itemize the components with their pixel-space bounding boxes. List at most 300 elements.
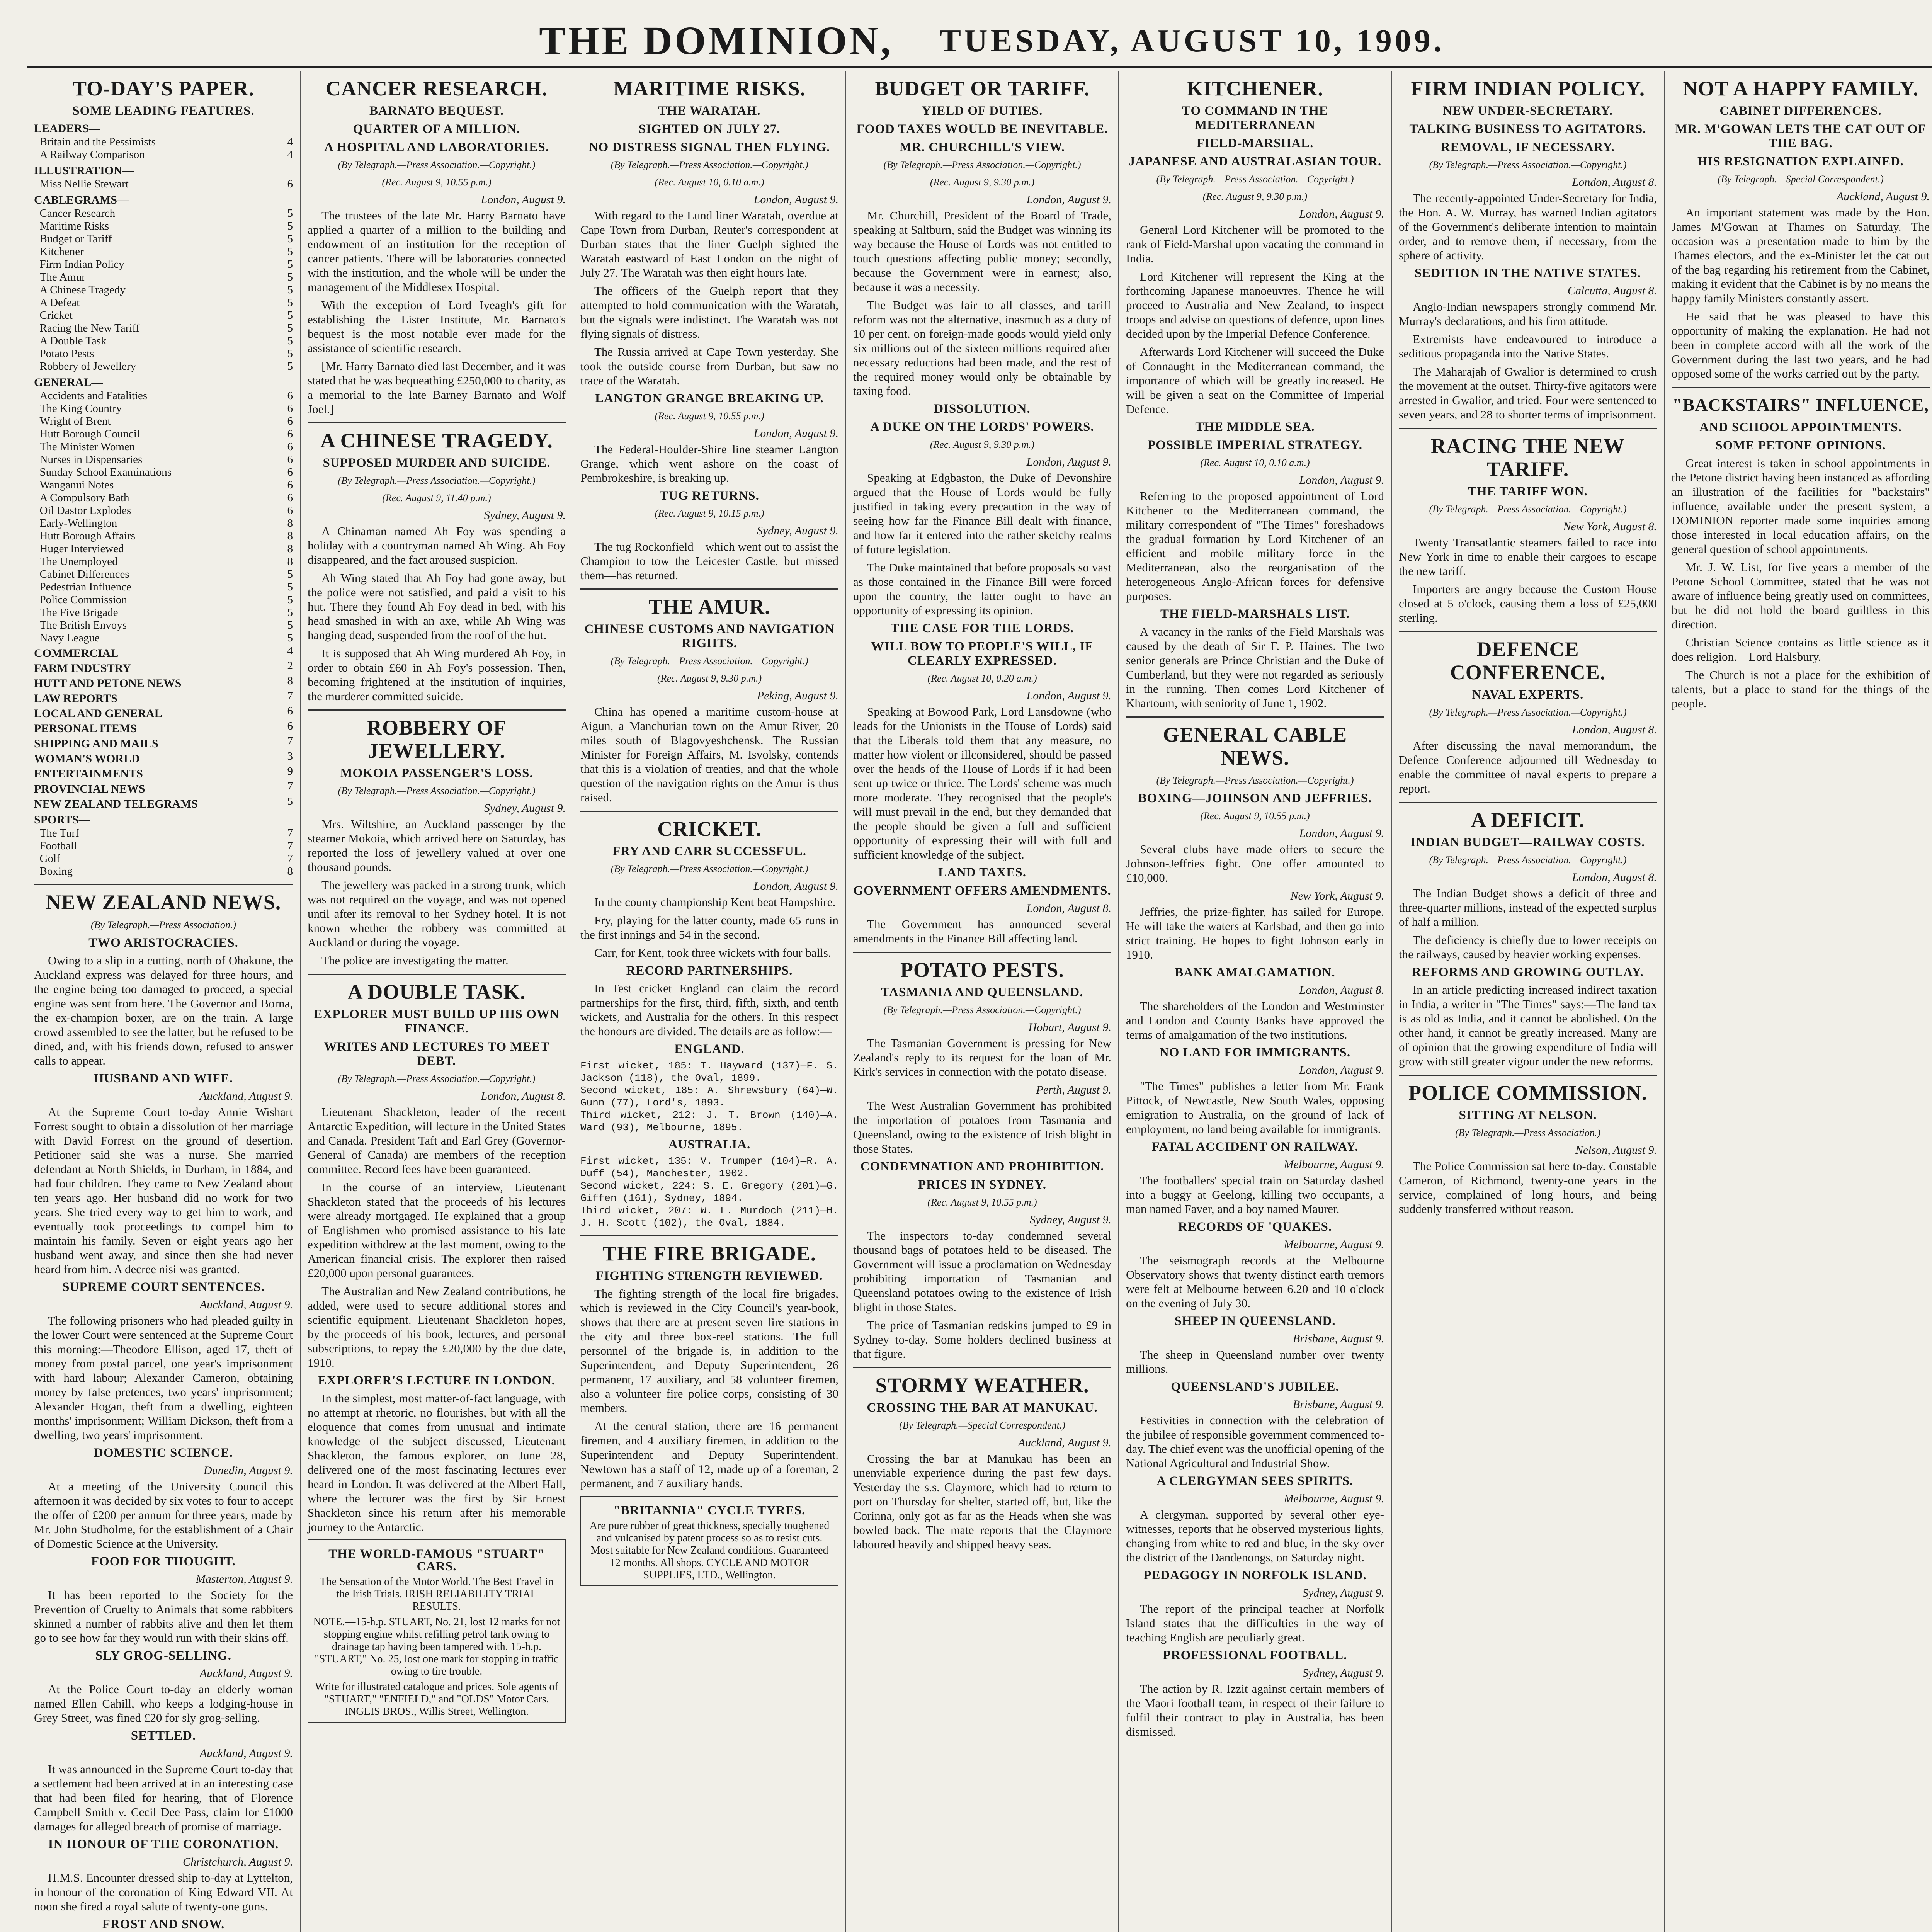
firm-sub-3: REMOVAL, IF NECESSARY. — [1440, 140, 1615, 154]
maritime-sub: THE WARATAH. — [658, 104, 761, 118]
double-sub: EXPLORER MUST BUILD UP HIS OWN FINANCE. — [314, 1007, 560, 1036]
nz-sub-5: FOOD FOR THOUGHT. — [91, 1554, 236, 1568]
columns — [27, 71, 1932, 1932]
cancer-p3: [Mr. Harry Barnato died last December, and it was stated that he was bequeathing £250,000 to charity, as a memorial to the late Barney Barnato and Wolf Joel.] — [308, 359, 566, 416]
potato-sub-2: CONDEMNATION AND PROHIBITION. — [860, 1160, 1104, 1173]
cancer-sub-2: QUARTER OF A MILLION. — [353, 122, 520, 136]
cancer-p2: With the exception of Lord Iveagh's gift for establishing the Lister Institute, Mr. Barnato's bequest is the most notable ever made for the assistance of scientific research. — [308, 298, 566, 355]
cricket-heading: CRICKET. — [657, 817, 762, 840]
toc-item: SHIPPING AND MAILS 7 — [34, 735, 293, 750]
kitchener-heading: KITCHENER. — [1187, 77, 1323, 100]
cancer-heading: CANCER RESEARCH. — [325, 77, 548, 100]
deficit-sub: INDIAN BUDGET—RAILWAY COSTS. — [1410, 835, 1645, 849]
kitchener-rec: (Rec. August 9, 9.30 p.m.) — [1202, 191, 1308, 202]
toc-item: Britain and the Pessimists 4 — [34, 136, 293, 148]
firm-p4: The Maharajah of Gwalior is determined to crush the movement at the outset. Thirty-five agitators were arrested in Gwalior, and tried. Four were sentenced to seven years, and 28 to shorter terms of imprisonment. — [1399, 365, 1657, 421]
toc-item: Accidents and Fatalities 6 — [34, 389, 293, 402]
racing-credit: (By Telegraph.—Press Association.—Copyright.) — [1429, 503, 1627, 515]
toc-item: Golf 7 — [34, 852, 293, 865]
double-p4: In the simplest, most matter-of-fact language, with no attempt at rhetoric, no flourishes, but with all the eloquence that comes from unusual and intimate knowledge of the subject discussed, Lieutenant Shackleton, the famous explorer, on June 28, delivered one of the most fascinating lectures ever heard in London. It was delivered at the Albert Hall, where the lecturer was the first by Sir Ernest Shackleton since his return after his memorable journey to the Antarctic. — [308, 1391, 566, 1534]
toc-item: Cancer Research 5 — [34, 207, 293, 219]
maritime-p1: With regard to the Lund liner Waratah, overdue at Cape Town from Durban, Reuter's correspondent at Durban states that the liner Guelph sighted the Waratah eastward of East London on the night of July 27. The Waratah was then eight hours late. — [580, 209, 838, 279]
potato-dateline-2: Perth, August 9. — [1036, 1083, 1111, 1096]
nz-news-heading: NEW ZEALAND NEWS. — [46, 891, 281, 914]
amur-credit: (By Telegraph.—Press Association.—Copyright.) — [611, 655, 808, 667]
cricket-p4: In Test cricket England can claim the record partnerships for the first, third, fifth, sixth, and tenth wickets, and Australia for the others. In this respect the honours are divided. The details are as follow:— — [580, 981, 838, 1038]
nz-sub-9: FROST AND SNOW. — [102, 1917, 225, 1931]
toc-section: GENERAL— — [34, 376, 103, 389]
cricket-p2: Fry, playing for the latter county, made 65 runs in the first innings and 54 in the second. — [580, 913, 838, 941]
toc-item: Sunday School Examinations 6 — [34, 466, 293, 478]
cricket-dateline: London, August 9. — [753, 880, 838, 893]
firm-heading: FIRM INDIAN POLICY. — [1410, 77, 1645, 100]
nz-p3: The following prisoners who had pleaded guilty in the lower Court were sentenced at the Supreme Court this morning:—Theodore Ellison, aged 17, theft of money from postal parcel, one year's imprisonment with hard labour; Alexander Cameron, obtaining money by false pretences, two years' imprisonment; Alexander Hogan, theft from a dwelling, eighteen months' imprisonment; William Dickson, theft from a dwelling, two years' imprisonment. — [34, 1314, 293, 1442]
robbery-credit: (By Telegraph.—Press Association.—Copyright.) — [338, 785, 536, 796]
budget-sub-9: GOVERNMENT OFFERS AMENDMENTS. — [853, 884, 1111, 898]
stormy-credit: (By Telegraph.—Special Correspondent.) — [899, 1420, 1065, 1431]
maritime-p5: The tug Rockonfield—which went out to assist the Champion to tow the Leicester Castle, but missed them—has returned. — [580, 540, 838, 582]
toc-item: Boxing 8 — [34, 865, 293, 878]
potato-sub-3: PRICES IN SYDNEY. — [918, 1178, 1047, 1192]
cable-sub-1: BOXING—JOHNSON AND JEFFRIES. — [1138, 791, 1372, 805]
defence-credit: (By Telegraph.—Press Association.—Copyright.) — [1429, 707, 1627, 718]
maritime-sub-3: NO DISTRESS SIGNAL THEN FLYING. — [588, 140, 830, 154]
nz-dateline-4: Dunedin, August 9. — [203, 1464, 293, 1477]
potato-p3: The inspectors to-day condemned several thousand bags of potatoes held to be diseased. The Government will issue a proclamation on Wednesday prohibiting importation of Tasmanian and Queensland potatoes owing to the existence of Irish blight in those States. — [853, 1229, 1111, 1314]
budget-dateline: London, August 9. — [1026, 193, 1111, 206]
cable-sub-4: FATAL ACCIDENT ON RAILWAY. — [1151, 1140, 1359, 1154]
budget-p1: Mr. Churchill, President of the Board of Trade, speaking at Saltburn, said the Budget was winning its way because the House of Lords was not entitled to touch questions affecting public money; secondly, because the Government were in earnest; also, because it was a necessity. — [853, 209, 1111, 294]
column-1 — [27, 71, 300, 1932]
chinese-dateline: Sydney, August 9. — [484, 509, 566, 522]
backstairs-p4: The Church is not a place for the exhibition of talents, but a place to stand for the things of the people. — [1672, 668, 1930, 710]
potato-p1: The Tasmanian Government is pressing for New Zealand's reply to its request for the loan of Mr. Kirk's services in connection with the potato disease. — [853, 1036, 1111, 1078]
toc-item: NEW ZEALAND TELEGRAMS 5 — [34, 795, 293, 810]
toc-item: The Turf 7 — [34, 827, 293, 839]
stuart-ad-heading: THE WORLD-FAMOUS "STUART" CARS. — [328, 1547, 545, 1573]
budget-sub-4: DISSOLUTION. — [934, 402, 1031, 416]
firm-dateline-2: Calcutta, August 8. — [1567, 284, 1657, 297]
cricket-sub-4: AUSTRALIA. — [668, 1138, 751, 1151]
firm-p1: The recently-appointed Under-Secretary for India, the Hon. A. W. Murray, has warned Indian agitators of the Government's deliberate intention to maintain order, and to remove them, if necessary, from the sphere of activity. — [1399, 191, 1657, 262]
double-heading: A DOUBLE TASK. — [347, 980, 526, 1003]
firm-dateline: London, August 8. — [1572, 176, 1657, 189]
nz-p5: It has been reported to the Society for the Prevention of Cruelty to Animals that some rabbiters skinned a number of rabbits alive and then let them go to see how far they would run with their skins off. — [34, 1588, 293, 1645]
deficit-p1: The Indian Budget shows a deficit of three and three-quarter millions, instead of the expected surplus of half a million. — [1399, 886, 1657, 929]
happy-sub: CABINET DIFFERENCES. — [1719, 104, 1882, 118]
kitchener-rec-2: (Rec. August 10, 0.10 a.m.) — [1200, 457, 1310, 468]
firm-p3: Extremists have endeavoured to introduce a seditious propaganda into the Native States. — [1399, 332, 1657, 360]
toc-item: Oil Dastor Explodes 6 — [34, 504, 293, 517]
toc-item: WOMAN'S WORLD 3 — [34, 750, 293, 765]
toc-item: Maritime Risks 5 — [34, 220, 293, 232]
nz-dateline-5: Masterton, August 9. — [196, 1573, 293, 1585]
amur-heading: THE AMUR. — [648, 595, 770, 618]
budget-sub-8: LAND TAXES. — [938, 866, 1026, 879]
chinese-p3: It is supposed that Ah Wing murdered Ah Foy, in order to obtain £60 in Ah Foy's possession. Then, becoming frightened at the institution of inquiries, the murderer committed suicide. — [308, 646, 566, 703]
cable-dateline-3: London, August 9. — [1299, 1064, 1384, 1077]
budget-sub-3: MR. CHURCHILL'S VIEW. — [899, 140, 1065, 154]
nz-dateline-2: Auckland, August 9. — [199, 1090, 293, 1102]
deficit-dateline: London, August 8. — [1572, 871, 1657, 884]
budget-p4: The Duke maintained that before proposals so vast as those contained in the Finance Bill were forced upon the country, the latter ought to have an opportunity of expressing its opinion. — [853, 561, 1111, 617]
cricket-p1: In the county championship Kent beat Hampshire. — [594, 895, 836, 909]
police-credit: (By Telegraph.—Press Association.) — [1455, 1127, 1601, 1138]
stormy-dateline: Auckland, August 9. — [1018, 1436, 1111, 1449]
cable-p9: The report of the principal teacher at Norfolk Island states that the difficulties in the way of teaching English are peculiarly great. — [1126, 1602, 1384, 1644]
maritime-rec-2: (Rec. August 9, 10.55 p.m.) — [655, 410, 764, 422]
police-sub: SITTING AT NELSON. — [1459, 1108, 1597, 1122]
kitchener-credit: (By Telegraph.—Press Association.—Copyright.) — [1156, 173, 1354, 185]
cable-p5: The seismograph records at the Melbourne Observatory shows that twenty distinct earth tremors were felt at Melbourne between 6.20 and 10 o'clock on the evening of July 30. — [1126, 1253, 1384, 1310]
toc-item: The King Country 6 — [34, 402, 293, 415]
toc-section: CABLEGRAMS— — [34, 194, 129, 206]
stormy-heading: STORMY WEATHER. — [875, 1374, 1089, 1397]
cricket-credit: (By Telegraph.—Press Association.—Copyright.) — [611, 863, 808, 874]
double-p1: Lieutenant Shackleton, leader of the recent Antarctic Expedition, will lecture in the United States and Canada. President Taft and Earl Grey (Governor-General of Canada) are members of the reception committee. Record fees have been guaranteed. — [308, 1105, 566, 1176]
maritime-rec: (Rec. August 10, 0.10 a.m.) — [655, 177, 764, 188]
toc-item: Robbery of Jewellery 5 — [34, 360, 293, 372]
cable-p8: A clergyman, supported by several other eye-witnesses, reports that he observed mysterious lights, changing from white to red and blue, in the sky over the district of the Dandenongs, on Saturday night. — [1126, 1508, 1384, 1564]
cable-dateline-8: Melbourne, August 9. — [1284, 1492, 1384, 1505]
cancer-credit: (By Telegraph.—Press Association.—Copyright.) — [338, 159, 536, 170]
cricket-sub: FRY AND CARR SUCCESSFUL. — [612, 844, 806, 858]
cricket-score-england: First wicket, 185: T. Hayward (137)—F. S. Jackson (118), the Oval, 1899. Second wicket, 185: A. Shrewsbury (64)—W. Gunn (77), Lord's, 1893. Third wicket, 212: J. T. Brown (140)—A. Ward (93), Melbourne, 1895. — [580, 1060, 838, 1133]
double-sub-3: EXPLORER'S LECTURE IN LONDON. — [318, 1374, 555, 1388]
firm-sub: NEW UNDER-SECRETARY. — [1443, 104, 1613, 118]
masthead-date: TUESDAY, AUGUST 10, 1909. — [939, 22, 1445, 59]
robbery-dateline: Sydney, August 9. — [484, 802, 566, 815]
cable-p6: The sheep in Queensland number over twenty millions. — [1126, 1348, 1384, 1376]
happy-p1: An important statement was made by the Hon. James M'Gowan at Thames on Saturday. The occasion was a presentation made to him by the Thames electors, and the ex-Minister let the cat out of the bag regarding his retirement from the Cabinet, making it evident that the Cabinet is by no means the happy family Ministers constantly assert. — [1672, 206, 1930, 305]
backstairs-heading: "BACKSTAIRS" INFLUENCE, — [1672, 395, 1929, 415]
toc-section: ILLUSTRATION— — [34, 164, 134, 177]
nz-dateline-6: Auckland, August 9. — [199, 1667, 293, 1680]
nz-p6: At the Police Court to-day an elderly woman named Ellen Cahill, who keeps a lodging-house in Grey Street, was fined £20 for sly grog-selling. — [34, 1682, 293, 1725]
toc-item: Early-Wellington 8 — [34, 517, 293, 529]
happy-sub-2: MR. M'GOWAN LETS THE CAT OUT OF THE BAG. — [1675, 122, 1926, 150]
maritime-dateline: London, August 9. — [753, 193, 838, 206]
budget-p2: The Budget was fair to all classes, and tariff reform was not the alternative, inasmuch as a duty of 10 per cent. on foreign-made goods would yield only six millions out of the sixteen millions required after necessary reductions had been made, and the rest of the required money would only be obtainable by taxing food. — [853, 298, 1111, 398]
toc-item: COMMERCIAL 4 — [34, 645, 293, 660]
racing-p1: Twenty Transatlantic steamers failed to race into New York in time to enable their cargoes to escape the new tariff. — [1399, 536, 1657, 578]
cable-sub-2: BANK AMALGAMATION. — [1175, 966, 1335, 980]
racing-heading: RACING THE NEW TARIFF. — [1430, 434, 1625, 481]
nz-sub-1: TWO ARISTOCRACIES. — [88, 936, 238, 950]
toc-item: Cabinet Differences 5 — [34, 568, 293, 580]
budget-p6: The Government has announced several amendments in the Finance Bill affecting land. — [853, 917, 1111, 945]
cable-p1: Several clubs have made offers to secure the Johnson-Jeffries fight. One offer amounted to £10,000. — [1126, 842, 1384, 884]
toc-item: Hutt Borough Affairs 8 — [34, 530, 293, 542]
budget-sub-5: A DUKE ON THE LORDS' POWERS. — [870, 420, 1094, 434]
nz-sub-2: HUSBAND AND WIFE. — [94, 1071, 233, 1085]
toc-item: Huger Interviewed 8 — [34, 543, 293, 555]
cable-sub-5: RECORDS OF 'QUAKES. — [1178, 1220, 1332, 1234]
toc-item: A Compulsory Bath 6 — [34, 492, 293, 504]
chinese-rec: (Rec. August 9, 11.40 p.m.) — [382, 492, 491, 503]
chinese-p1: A Chinaman named Ah Foy was spending a holiday with a countryman named Ah Wing. Ah Foy disappeared, and the fact aroused suspicion. — [308, 524, 566, 566]
column-4 — [845, 71, 1118, 1932]
cricket-score-australia: First wicket, 135: V. Trumper (104)—R. A. Duff (54), Manchester, 1902. Second wicket, 224: S. E. Gregory (201)—G. Giffen (161), Sydney, 1894. Third wicket, 207: W. L. Murdoch (211)—H. J. H. Scott (102), the Oval, 1884. — [580, 1155, 838, 1229]
column-2 — [300, 71, 573, 1932]
double-sub-2: WRITES AND LECTURES TO MEET DEBT. — [324, 1040, 549, 1068]
table-of-contents — [34, 121, 293, 878]
todays-paper-sub: SOME LEADING FEATURES. — [72, 104, 255, 118]
toc-item: PROVINCIAL NEWS 7 — [34, 780, 293, 795]
amur-sub: CHINESE CUSTOMS AND NAVIGATION RIGHTS. — [584, 622, 835, 650]
happy-p2: He said that he was pleased to have this opportunity of making the explanation. He had not been in complete accord with all the work of the Government during the last two years, and he had opposed some of the works carried out by the party. — [1672, 310, 1930, 380]
fire-p2: At the central station, there are 16 permanent firemen, and 4 auxiliary firemen, in addition to the Superintendent and Deputy Superintendent. Newtown has a staff of 12, made up of a foreman, 2 permanent, and 7 auxiliary hands. — [580, 1419, 838, 1490]
cancer-rec: (Rec. August 9, 10.55 p.m.) — [382, 177, 492, 188]
chinese-credit: (By Telegraph.—Press Association.—Copyright.) — [338, 475, 536, 486]
cricket-p3: Carr, for Kent, took three wickets with four balls. — [594, 946, 831, 959]
stormy-sub: CROSSING THE BAR AT MANUKAU. — [867, 1401, 1098, 1415]
maritime-rec-3: (Rec. August 9, 10.15 p.m.) — [655, 508, 764, 519]
chinese-p2: Ah Wing stated that Ah Foy had gone away, but the police were not satisfied, and paid a visit to his hut. There they found Ah Foy dead in bed, with his head smashed in with an axe, while Ah Wing was hanging dead, suspended from the roof of the hut. — [308, 571, 566, 642]
cable-p10: The action by R. Izzit against certain members of the Maori football team, in respect of their failure to fulfil their contract to play in Australia, has been dismissed. — [1126, 1682, 1384, 1738]
budget-rec: (Rec. August 9, 9.30 p.m.) — [930, 177, 1035, 188]
robbery-heading: ROBBERY OF JEWELLERY. — [367, 716, 507, 762]
column-7 — [1664, 71, 1932, 1932]
kitchener-p2: Lord Kitchener will represent the King at the forthcoming Japanese manoeuvres. Thence he will proceed to Australia and New Zealand, to inspect troops and advise on questions of defence, upon lines decided upon by the Imperial Defence Conference. — [1126, 270, 1384, 340]
happy-credit: (By Telegraph.—Special Correspondent.) — [1718, 173, 1884, 185]
toc-item: Miss Nellie Stewart 6 — [34, 178, 293, 190]
kitchener-p1: General Lord Kitchener will be promoted to the rank of Field-Marshal upon vacating the command in India. — [1126, 223, 1384, 265]
kitchener-sub-2: FIELD-MARSHAL. — [1196, 136, 1314, 150]
stuart-ad-body-3: Write for illustrated catalogue and prices. Sole agents of "STUART," "ENFIELD," and "OLDS" Motor Cars. INGLIS BROS., Willis Street, Wellington. — [315, 1681, 558, 1718]
cable-sub-9: PEDAGOGY IN NORFOLK ISLAND. — [1143, 1568, 1367, 1582]
backstairs-sub-2: SOME PETONE OPINIONS. — [1715, 439, 1886, 452]
toc-item: LAW REPORTS 7 — [34, 690, 293, 705]
potato-p4: The price of Tasmanian redskins jumped to £9 in Sydney to-day. Some holders declined business at that figure. — [853, 1318, 1111, 1361]
potato-dateline: Hobart, August 9. — [1028, 1021, 1111, 1034]
budget-rec-2: (Rec. August 9, 9.30 p.m.) — [930, 439, 1035, 450]
deficit-sub-2: REFORMS AND GROWING OUTLAY. — [1412, 965, 1644, 979]
maritime-sub-4: LANGTON GRANGE BREAKING UP. — [595, 391, 824, 405]
robbery-p1: Mrs. Wiltshire, an Auckland passenger by the steamer Mokoia, which arrived here on Saturday, has reported the loss of jewellery valued at over one thousand pounds. — [308, 817, 566, 874]
defence-heading: DEFENCE CONFERENCE. — [1450, 638, 1606, 684]
maritime-p3: The Russia arrived at Cape Town yesterday. She took the outside course from Durban, but saw no trace of the Waratah. — [580, 345, 838, 387]
cable-dateline-7: Brisbane, August 9. — [1293, 1398, 1384, 1411]
happy-heading: NOT A HAPPY FAMILY. — [1682, 77, 1919, 100]
budget-sub: YIELD OF DUTIES. — [922, 104, 1043, 118]
toc-item: Budget or Tariff 5 — [34, 233, 293, 245]
happy-dateline: Auckland, August 9. — [1836, 190, 1930, 203]
column-3 — [573, 71, 845, 1932]
toc-item: Hutt Borough Council 6 — [34, 428, 293, 440]
cricket-sub-2: RECORD PARTNERSHIPS. — [626, 964, 793, 978]
cable-p4: The footballers' special train on Saturday dashed into a buggy at Geelong, killing two occupants, a man named Faver, and a boy named Maurer. — [1126, 1173, 1384, 1216]
potato-credit: (By Telegraph.—Press Association.—Copyright.) — [883, 1004, 1081, 1015]
nz-p7: It was announced in the Supreme Court to-day that a settlement had been arrived at in an interesting case that had been filed for hearing, that of Florence Campbell Smith v. Cecil Dee Pass, claim for £1000 damages for alleged breach of promise of marriage. — [34, 1762, 293, 1833]
budget-dateline-4: London, August 8. — [1026, 902, 1111, 915]
backstairs-p2: Mr. J. W. List, for five years a member of the Petone School Committee, stated that he was not aware of influence being greatly used on committees, but he did not hold the board guiltless in this direction. — [1672, 560, 1930, 631]
cable-credit: (By Telegraph.—Press Association.—Copyright.) — [1156, 775, 1354, 786]
kitchener-sub-3: JAPANESE AND AUSTRALASIAN TOUR. — [1128, 155, 1382, 168]
budget-sub-6: THE CASE FOR THE LORDS. — [890, 621, 1074, 635]
maritime-credit: (By Telegraph.—Press Association.—Copyright.) — [611, 159, 808, 170]
nz-dateline-7: Auckland, August 9. — [199, 1747, 293, 1760]
amur-dateline: Peking, August 9. — [757, 689, 838, 702]
kitchener-sub-6: THE FIELD-MARSHALS LIST. — [1160, 607, 1350, 621]
toc-item: The Five Brigade 5 — [34, 606, 293, 619]
potato-rec: (Rec. August 9, 10.55 p.m.) — [927, 1197, 1037, 1208]
cable-sub-8: A CLERGYMAN SEES SPIRITS. — [1156, 1474, 1354, 1488]
cable-dateline-9: Sydney, August 9. — [1302, 1587, 1384, 1599]
nz-news-credit: (By Telegraph.—Press Association.) — [90, 919, 236, 930]
budget-heading: BUDGET OR TARIFF. — [874, 77, 1090, 100]
double-p3: The Australian and New Zealand contributions, he added, were used to secure additional stores and scientific equipment. Lieutenant Shackleton hopes, by the proceeds of his book, lectures, and personal subscriptions, to repay the £20,000 by the due date, 1910. — [308, 1284, 566, 1369]
cable-sub-3: NO LAND FOR IMMIGRANTS. — [1159, 1046, 1351, 1060]
kitchener-sub: TO COMMAND IN THE MEDITERRANEAN — [1182, 104, 1328, 132]
cable-sub-7: QUEENSLAND'S JUBILEE. — [1171, 1380, 1339, 1394]
britannia-ad-heading: "BRITANNIA" CYCLE TYRES. — [613, 1503, 806, 1517]
amur-rec: (Rec. August 9, 9.30 p.m.) — [657, 673, 762, 684]
deficit-credit: (By Telegraph.—Press Association.—Copyright.) — [1429, 854, 1627, 866]
masthead — [27, 15, 1932, 68]
cable-dateline-10: Sydney, August 9. — [1302, 1667, 1384, 1679]
todays-paper-heading: TO-DAY'S PAPER. — [72, 77, 255, 100]
cancer-p1: The trustees of the late Mr. Harry Barnato have applied a quarter of a million to the building and endowment of an institution for the reception of cancer patients. There will be laboratories connected with the institution, and the whole will be under the management of the Middlesex Hospital. — [308, 209, 566, 294]
toc-item: Wright of Brent 6 — [34, 415, 293, 427]
cancer-sub-3: A HOSPITAL AND LABORATORIES. — [324, 140, 549, 154]
toc-item: Wanganui Notes 6 — [34, 479, 293, 491]
cable-heading: GENERAL CABLE NEWS. — [1163, 723, 1347, 769]
potato-dateline-3: Sydney, August 9. — [1029, 1213, 1111, 1226]
toc-item: HUTT AND PETONE NEWS 8 — [34, 675, 293, 690]
britannia-ad-body: Are pure rubber of great thickness, specially toughened and vulcanised by patent process so as to resist cuts. Most suitable for New Zealand conditions. Guaranteed 12 months. All shops. CYCLE AND MOTOR SUPPLIES, LTD., Wellington. — [589, 1520, 830, 1581]
firm-credit: (By Telegraph.—Press Association.—Copyright.) — [1429, 159, 1627, 170]
toc-item: Cricket 5 — [34, 309, 293, 321]
toc-item: A Defeat 5 — [34, 296, 293, 309]
double-credit: (By Telegraph.—Press Association.—Copyright.) — [338, 1073, 536, 1084]
stuart-ad-body-1: The Sensation of the Motor World. The Best Travel in the Irish Trials. IRISH RELIABILITY TRIAL RESULTS. — [320, 1576, 554, 1612]
deficit-heading: A DEFICIT. — [1471, 808, 1585, 832]
maritime-sub-2: SIGHTED ON JULY 27. — [638, 122, 781, 136]
cable-dateline-5: Melbourne, August 9. — [1284, 1238, 1384, 1251]
racing-dateline: New York, August 8. — [1563, 520, 1657, 533]
firm-sub-2: TALKING BUSINESS TO AGITATORS. — [1409, 122, 1646, 136]
nz-p1: Owing to a slip in a cutting, north of Ohakune, the Auckland express was delayed for three hours, and the engine being too damaged to proceed, a special engine was sent from here. The Governor and Borna, the ex-champion boxer, are on the train. A large crowd assembled to see the latter, but he refused to be dined, and, with his friends down, refused to answer calls to appear. — [34, 954, 293, 1067]
cancer-dateline: London, August 9. — [481, 193, 566, 206]
budget-sub-2: FOOD TAXES WOULD BE INEVITABLE. — [856, 122, 1108, 136]
amur-p1: China has opened a maritime custom-house at Aigun, a Manchurian town on the Amur River, 20 miles south of Blagovyeshchensk. The Russian Minister for Foreign Affairs, M. Isvolsky, contends that this is a violation of treaties, and that the whole question of the navigation rights on the Amur is thus raised. — [580, 705, 838, 804]
toc-item: Kitchener 5 — [34, 245, 293, 258]
nz-sub-8: IN HONOUR OF THE CORONATION. — [48, 1837, 279, 1851]
kitchener-p4: Referring to the proposed appointment of Lord Kitchener to the Mediterranean command, the military correspondent of "The Times" foreshadows the gradual formation by Lord Kitchener of an efficient and mobile military force in the Mediterranean, also the reorganisation of the heterogeneous Anglo-African forces for defensive purposes. — [1126, 489, 1384, 603]
toc-item: LOCAL AND GENERAL 6 — [34, 705, 293, 720]
maritime-dateline-3: Sydney, August 9. — [757, 524, 838, 537]
firm-p2: Anglo-Indian newspapers strongly commend Mr. Murray's declarations, and his firm attitude. — [1399, 300, 1657, 328]
cable-dateline-1b: New York, August 9. — [1290, 889, 1384, 902]
nz-p2: At the Supreme Court to-day Annie Wishart Forrest sought to obtain a dissolution of her marriage with David Forrest on the ground of desertion. Petitioner said she was a nurse. She married defendant at North Shields, in Durham, in 1884, and had four children. They came to New Zealand about ten years ago. Her husband did no work for two years. She tried every way to get him to work, and eventually took proceedings to compel him to maintain his family. Seven or eight years ago her husband went away, and since then she had never heard from him. A decree nisi was granted. — [34, 1105, 293, 1276]
defence-p1: After discussing the naval memorandum, the Defence Conference adjourned till Wednesday to enable the committee of naval experts to prepare a report. — [1399, 739, 1657, 795]
toc-item: A Railway Comparison 4 — [34, 148, 293, 161]
kitchener-p3: Afterwards Lord Kitchener will succeed the Duke of Connaught in the Mediterranean command, the importance of which will be greatly increased. He will be given a seat on the Committee of Imperial Defence. — [1126, 345, 1384, 416]
police-heading: POLICE COMMISSION. — [1408, 1081, 1648, 1104]
cricket-sub-3: ENGLAND. — [674, 1042, 745, 1056]
potato-sub: TASMANIA AND QUEENSLAND. — [881, 985, 1083, 999]
nz-p8: H.M.S. Encounter dressed ship to-day at Lyttelton, in honour of the coronation of King Edward VII. At noon she fired a royal salute of twenty-one guns. — [34, 1871, 293, 1913]
fire-sub: FIGHTING STRENGTH REVIEWED. — [596, 1269, 823, 1283]
kitchener-sub-5: POSSIBLE IMPERIAL STRATEGY. — [1147, 438, 1363, 452]
double-p2: In the course of an interview, Lieutenant Shackleton stated that the proceeds of his lectures were already mortgaged. He explained that a group of Englishmen who promised assistance to his late expedition withdrew at the last moment, owing to the American financial crisis. The explorer then raised £20,000 upon personal guarantees. — [308, 1180, 566, 1280]
racing-sub: THE TARIFF WON. — [1468, 485, 1588, 498]
toc-item: The British Envoys 5 — [34, 619, 293, 631]
cable-dateline-4: Melbourne, August 9. — [1284, 1158, 1384, 1171]
maritime-dateline-2: London, August 9. — [753, 427, 838, 440]
nz-p4: At a meeting of the University Council this afternoon it was decided by six votes to four to accept the offer of £200 per annum for three years, made by Mr. John Studholme, for the establishment of a Chair of Domestic Science at the University. — [34, 1480, 293, 1550]
budget-dateline-2: London, August 9. — [1026, 456, 1111, 468]
firm-sub-4: SEDITION IN THE NATIVE STATES. — [1415, 266, 1641, 280]
nz-dateline-8: Christchurch, August 9. — [182, 1855, 293, 1868]
toc-item: The Unemployed 8 — [34, 555, 293, 568]
cable-dateline-1: London, August 9. — [1299, 827, 1384, 840]
defence-dateline: London, August 8. — [1572, 723, 1657, 736]
toc-section: LEADERS— — [34, 122, 100, 135]
nz-sub-3: SUPREME COURT SENTENCES. — [62, 1280, 265, 1294]
cable-p2: The shareholders of the London and Westminster and London and County Banks have approved the terms of amalgamation of the two institutions. — [1126, 999, 1384, 1041]
column-5 — [1118, 71, 1391, 1932]
toc-item: Police Commission 5 — [34, 594, 293, 606]
stormy-p1: Crossing the bar at Manukau has been an unenviable experience during the past few days. Yesterday the s.s. Claymore, which had to return to port on Thursday for shelter, started off, but, like the Corinna, only got as far as the Heads when she was bowled back. The mate reports that the Claymore laboured heavily and shipped heavy seas. — [853, 1452, 1111, 1551]
cable-rec-1: (Rec. August 9, 10.55 p.m.) — [1200, 810, 1310, 821]
deficit-p2: The deficiency is chiefly due to lower receipts on the railways, caused by heavier working expenses. — [1399, 933, 1657, 961]
budget-p3: Speaking at Edgbaston, the Duke of Devonshire argued that the House of Lords would be fully justified in taking every precaution in the way of seeing how far the Finance Bill dealt with finance, and how far it entered into the rather sketchy realms of future legislation. — [853, 471, 1111, 556]
robbery-sub: MOKOIA PASSENGER'S LOSS. — [340, 766, 533, 780]
robbery-p2: The jewellery was packed in a strong trunk, which was not required on the voyage, and was not opened until after its removal to her Sydney hotel. It is not known whether the robbery was committed at Auckland or during the voyage. — [308, 878, 566, 949]
toc-item: ENTERTAINMENTS 9 — [34, 765, 293, 780]
britannia-advert — [580, 1496, 838, 1586]
backstairs-p1: Great interest is taken in school appointments in the Petone district having been instanced as affording an illustration of the facilities for "backstairs" influence, available under the present system, a DOMINION reporter made some inquiries among those interested in local education affairs, on the general question of school appointments. — [1672, 456, 1930, 556]
cable-p1b: Jeffries, the prize-fighter, has sailed for Europe. He will take the waters at Karlsbad, and then go into strict training. He hopes to fight Johnson early in 1910. — [1126, 905, 1384, 961]
chinese-heading: A CHINESE TRAGEDY. — [320, 429, 553, 452]
budget-dateline-3: London, August 9. — [1026, 689, 1111, 702]
cable-dateline-2: London, August 8. — [1299, 984, 1384, 997]
kitchener-dateline-2: London, August 9. — [1299, 474, 1384, 486]
cable-sub-6: SHEEP IN QUEENSLAND. — [1174, 1314, 1336, 1328]
maritime-p2: The officers of the Guelph report that they attempted to hold communication with the Waratah, but the signals were indistinct. The Waratah was not flying signals of distress. — [580, 284, 838, 340]
toc-item: A Double Task 5 — [34, 335, 293, 347]
toc-item: The Amur 5 — [34, 271, 293, 283]
toc-item: Pedestrian Influence 5 — [34, 581, 293, 593]
fire-heading: THE FIRE BRIGADE. — [602, 1242, 816, 1265]
maritime-sub-5: TUG RETURNS. — [660, 489, 759, 503]
police-p1: The Police Commission sat here to-day. Constable Cameron, of Richmond, twenty-one years in the service, complained of long hours, and being suddenly transferred without reason. — [1399, 1159, 1657, 1216]
nz-sub-4: DOMESTIC SCIENCE. — [94, 1446, 233, 1460]
racing-p2: Importers are angry because the Custom House closed at 5 o'clock, causing them a loss of £25,000 sterling. — [1399, 582, 1657, 624]
double-dateline: London, August 8. — [481, 1090, 566, 1102]
toc-item: Navy League 5 — [34, 632, 293, 644]
kitchener-dateline: London, August 9. — [1299, 207, 1384, 220]
cable-dateline-6: Brisbane, August 9. — [1293, 1332, 1384, 1345]
potato-p2: The West Australian Government has prohibited the importation of potatoes from Tasmania and Queensland, owing to the existence of Irish blight in those States. — [853, 1099, 1111, 1155]
budget-p5: Speaking at Bowood Park, Lord Lansdowne (who leads for the Unionists in the House of Lords) said that the Liberals told them that any measure, no matter how violent or illconsidered, should be passed over the heads of the House of Lords if it had been sent up twice or thrice. The Lords' scheme was much more moderate. They recognised that the people's will must prevail in the end, but they demanded that the people should be given a full and sufficient opportunity of expressing their will with full and sufficient knowledge of the subject. — [853, 705, 1111, 861]
masthead-title: THE DOMINION, — [539, 18, 893, 63]
toc-item: PERSONAL ITEMS 6 — [34, 720, 293, 735]
potato-heading: POTATO PESTS. — [900, 958, 1065, 981]
backstairs-p3: Christian Science contains as little science as it does religion.—Lord Halsbury. — [1672, 636, 1930, 663]
toc-item: The Minister Women 6 — [34, 440, 293, 453]
column-6 — [1391, 71, 1664, 1932]
nz-dateline-3: Auckland, August 9. — [199, 1298, 293, 1311]
cancer-sub-1: BARNATO BEQUEST. — [369, 104, 504, 118]
toc-item: A Chinese Tragedy 5 — [34, 284, 293, 296]
defence-sub: NAVAL EXPERTS. — [1472, 688, 1584, 702]
maritime-p4: The Federal-Houlder-Shire line steamer Langton Grange, which went ashore on the coast of Pembrokeshire, is breaking up. — [580, 442, 838, 485]
backstairs-sub: AND SCHOOL APPOINTMENTS. — [1699, 420, 1902, 434]
toc-section: SPORTS— — [34, 813, 90, 826]
